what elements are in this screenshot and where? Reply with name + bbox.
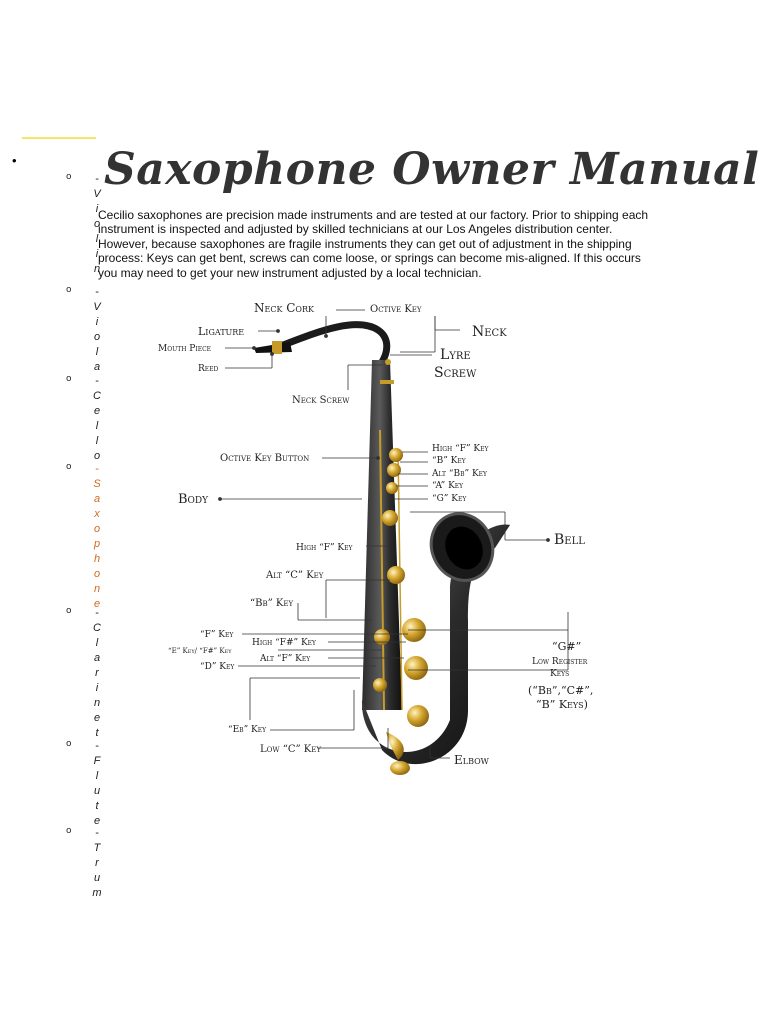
nav-item-letter: r — [95, 857, 99, 869]
nav-item-letter: a — [93, 493, 101, 505]
nav-item-label[interactable] — [90, 606, 104, 741]
nav-item-circle-bullet: o — [66, 462, 72, 472]
nav-item-letter: n — [93, 697, 101, 709]
nav-item-letter: o — [93, 450, 101, 462]
label-lyre: Lyre — [440, 347, 471, 363]
list-bullet: • — [12, 153, 17, 168]
label-g-key: “G” Key — [432, 494, 467, 504]
label-body: Body — [178, 492, 209, 507]
nav-item-circle-bullet: o — [66, 374, 72, 384]
nav-item-label[interactable] — [90, 374, 104, 464]
label-mouth-piece: Mouth Piece — [158, 344, 212, 354]
nav-item-circle-bullet: o — [66, 606, 72, 616]
label-alt-c-key: Alt “C” Key — [266, 570, 324, 581]
label-reed: Reed — [198, 364, 219, 374]
nav-item-letter: i — [95, 203, 99, 215]
nav-item-letter: - — [95, 463, 99, 475]
nav-item-letter: o — [93, 568, 101, 580]
label-low-register: Low Register — [532, 657, 588, 667]
label-octive-key-button: Octive Key Button — [220, 453, 310, 464]
label-low-keys-1: (“Bb”,“C#”, — [528, 684, 594, 697]
label-low-c-key: Low “C” Key — [260, 744, 322, 755]
nav-item-letter: C — [93, 390, 101, 402]
label-screw: Screw — [434, 365, 477, 381]
nav-item-letter: u — [93, 872, 101, 884]
nav-item-letter: o — [93, 218, 101, 230]
nav-item-letter: - — [95, 827, 99, 839]
nav-item-letter: l — [95, 435, 99, 447]
nav-item-letter: l — [95, 346, 99, 358]
nav-item-letter: l — [95, 770, 99, 782]
label-d-key: “D” Key — [200, 662, 235, 672]
label-keys: Keys — [550, 669, 570, 679]
nav-item-label[interactable] — [90, 285, 104, 375]
nav-item-letter: l — [95, 420, 99, 432]
nav-item-letter: T — [93, 842, 101, 854]
nav-item-circle-bullet: o — [66, 739, 72, 749]
instrument-nav — [0, 0, 110, 1024]
nav-item-letter: n — [93, 583, 101, 595]
nav-item-letter: - — [95, 375, 99, 387]
nav-item-letter: i — [95, 248, 99, 260]
nav-item-letter: e — [93, 405, 101, 417]
label-neck: Neck — [472, 324, 507, 340]
nav-item-letter: S — [93, 478, 101, 490]
nav-item-letter: e — [93, 815, 101, 827]
nav-item-letter: - — [95, 286, 99, 298]
label-a-key: “A” Key — [432, 481, 464, 491]
nav-item-circle-bullet: o — [66, 285, 72, 295]
nav-item-letter: m — [92, 887, 102, 899]
nav-item-letter: t — [95, 727, 99, 739]
nav-item-letter: o — [93, 523, 101, 535]
label-elbow: Elbow — [454, 753, 489, 767]
nav-item-letter: l — [95, 637, 99, 649]
label-high-f-key: High “F” Key — [296, 543, 353, 553]
nav-item-letter: - — [95, 607, 99, 619]
nav-item-letter: a — [93, 361, 101, 373]
nav-item-letter: a — [93, 652, 101, 664]
saxophone-illustration — [254, 325, 510, 775]
label-octive-key: Octive Key — [370, 304, 422, 315]
nav-item-letter: n — [93, 263, 101, 275]
nav-item-letter: l — [95, 233, 99, 245]
nav-item-letter: i — [95, 682, 99, 694]
nav-item-letter: u — [93, 785, 101, 797]
label-high-fsharp-key: High “F#” Key — [252, 638, 317, 648]
label-alt-bb-key: Alt “Bb” Key — [432, 469, 488, 479]
nav-item-label[interactable] — [90, 826, 104, 901]
nav-item-letter: h — [93, 553, 101, 565]
nav-item-circle-bullet: o — [66, 826, 72, 836]
label-alt-f-key: Alt “F” Key — [260, 654, 311, 664]
label-neck-screw: Neck Screw — [292, 395, 350, 406]
label-f-key: “F” Key — [200, 630, 234, 640]
nav-item-letter: - — [95, 740, 99, 752]
label-e-fsharp-key: “E” Key/ “F#” Key — [168, 647, 232, 655]
nav-item-label[interactable] — [90, 462, 104, 612]
nav-item-letter: V — [93, 188, 101, 200]
label-eb-key: “Eb” Key — [228, 725, 267, 735]
nav-item-letter: C — [93, 622, 101, 634]
nav-item-letter: F — [93, 755, 101, 767]
intro-paragraph: Cecilio saxophones are precision made instruments and are tested at our factory. Prior to shipping each instrument is inspected and adjusted by skilled technicians at our Los Angeles distribution center. However, because saxophones are fragile instruments they can get out of adjustment in the shipping process: Keys can get bent, screws can come loose, or springs can become mis-aligned. If this occurs you may need to get your new instrument adjusted by a local technician. — [98, 208, 649, 280]
label-gsharp: “G#” — [552, 640, 582, 653]
nav-item-label[interactable] — [90, 739, 104, 829]
label-low-keys-2: “B” Keys) — [536, 698, 588, 711]
nav-item-letter: e — [93, 712, 101, 724]
nav-item-letter: - — [95, 173, 99, 185]
nav-item-letter: x — [94, 508, 100, 520]
label-bell: Bell — [554, 532, 585, 548]
label-b-key: “B” Key — [432, 456, 466, 466]
label-ligature: Ligature — [198, 325, 245, 338]
saxophone-diagram — [150, 290, 630, 780]
nav-item-circle-bullet: o — [66, 172, 72, 182]
nav-item-letter: t — [95, 800, 99, 812]
saxophone-diagram-svg — [150, 290, 630, 780]
label-neck-cork: Neck Cork — [254, 301, 314, 315]
label-bb-key: “Bb” Key — [250, 598, 294, 609]
nav-item-letter: o — [93, 331, 101, 343]
label-high-f-key-top: High “F” Key — [432, 444, 489, 454]
nav-item-letter: V — [93, 301, 101, 313]
nav-item-letter: e — [93, 598, 101, 610]
page-title: Saxophone Owner Manual — [104, 144, 760, 195]
nav-item-letter: r — [95, 667, 99, 679]
nav-item-letter: i — [95, 316, 99, 328]
nav-item-letter: p — [93, 538, 101, 550]
